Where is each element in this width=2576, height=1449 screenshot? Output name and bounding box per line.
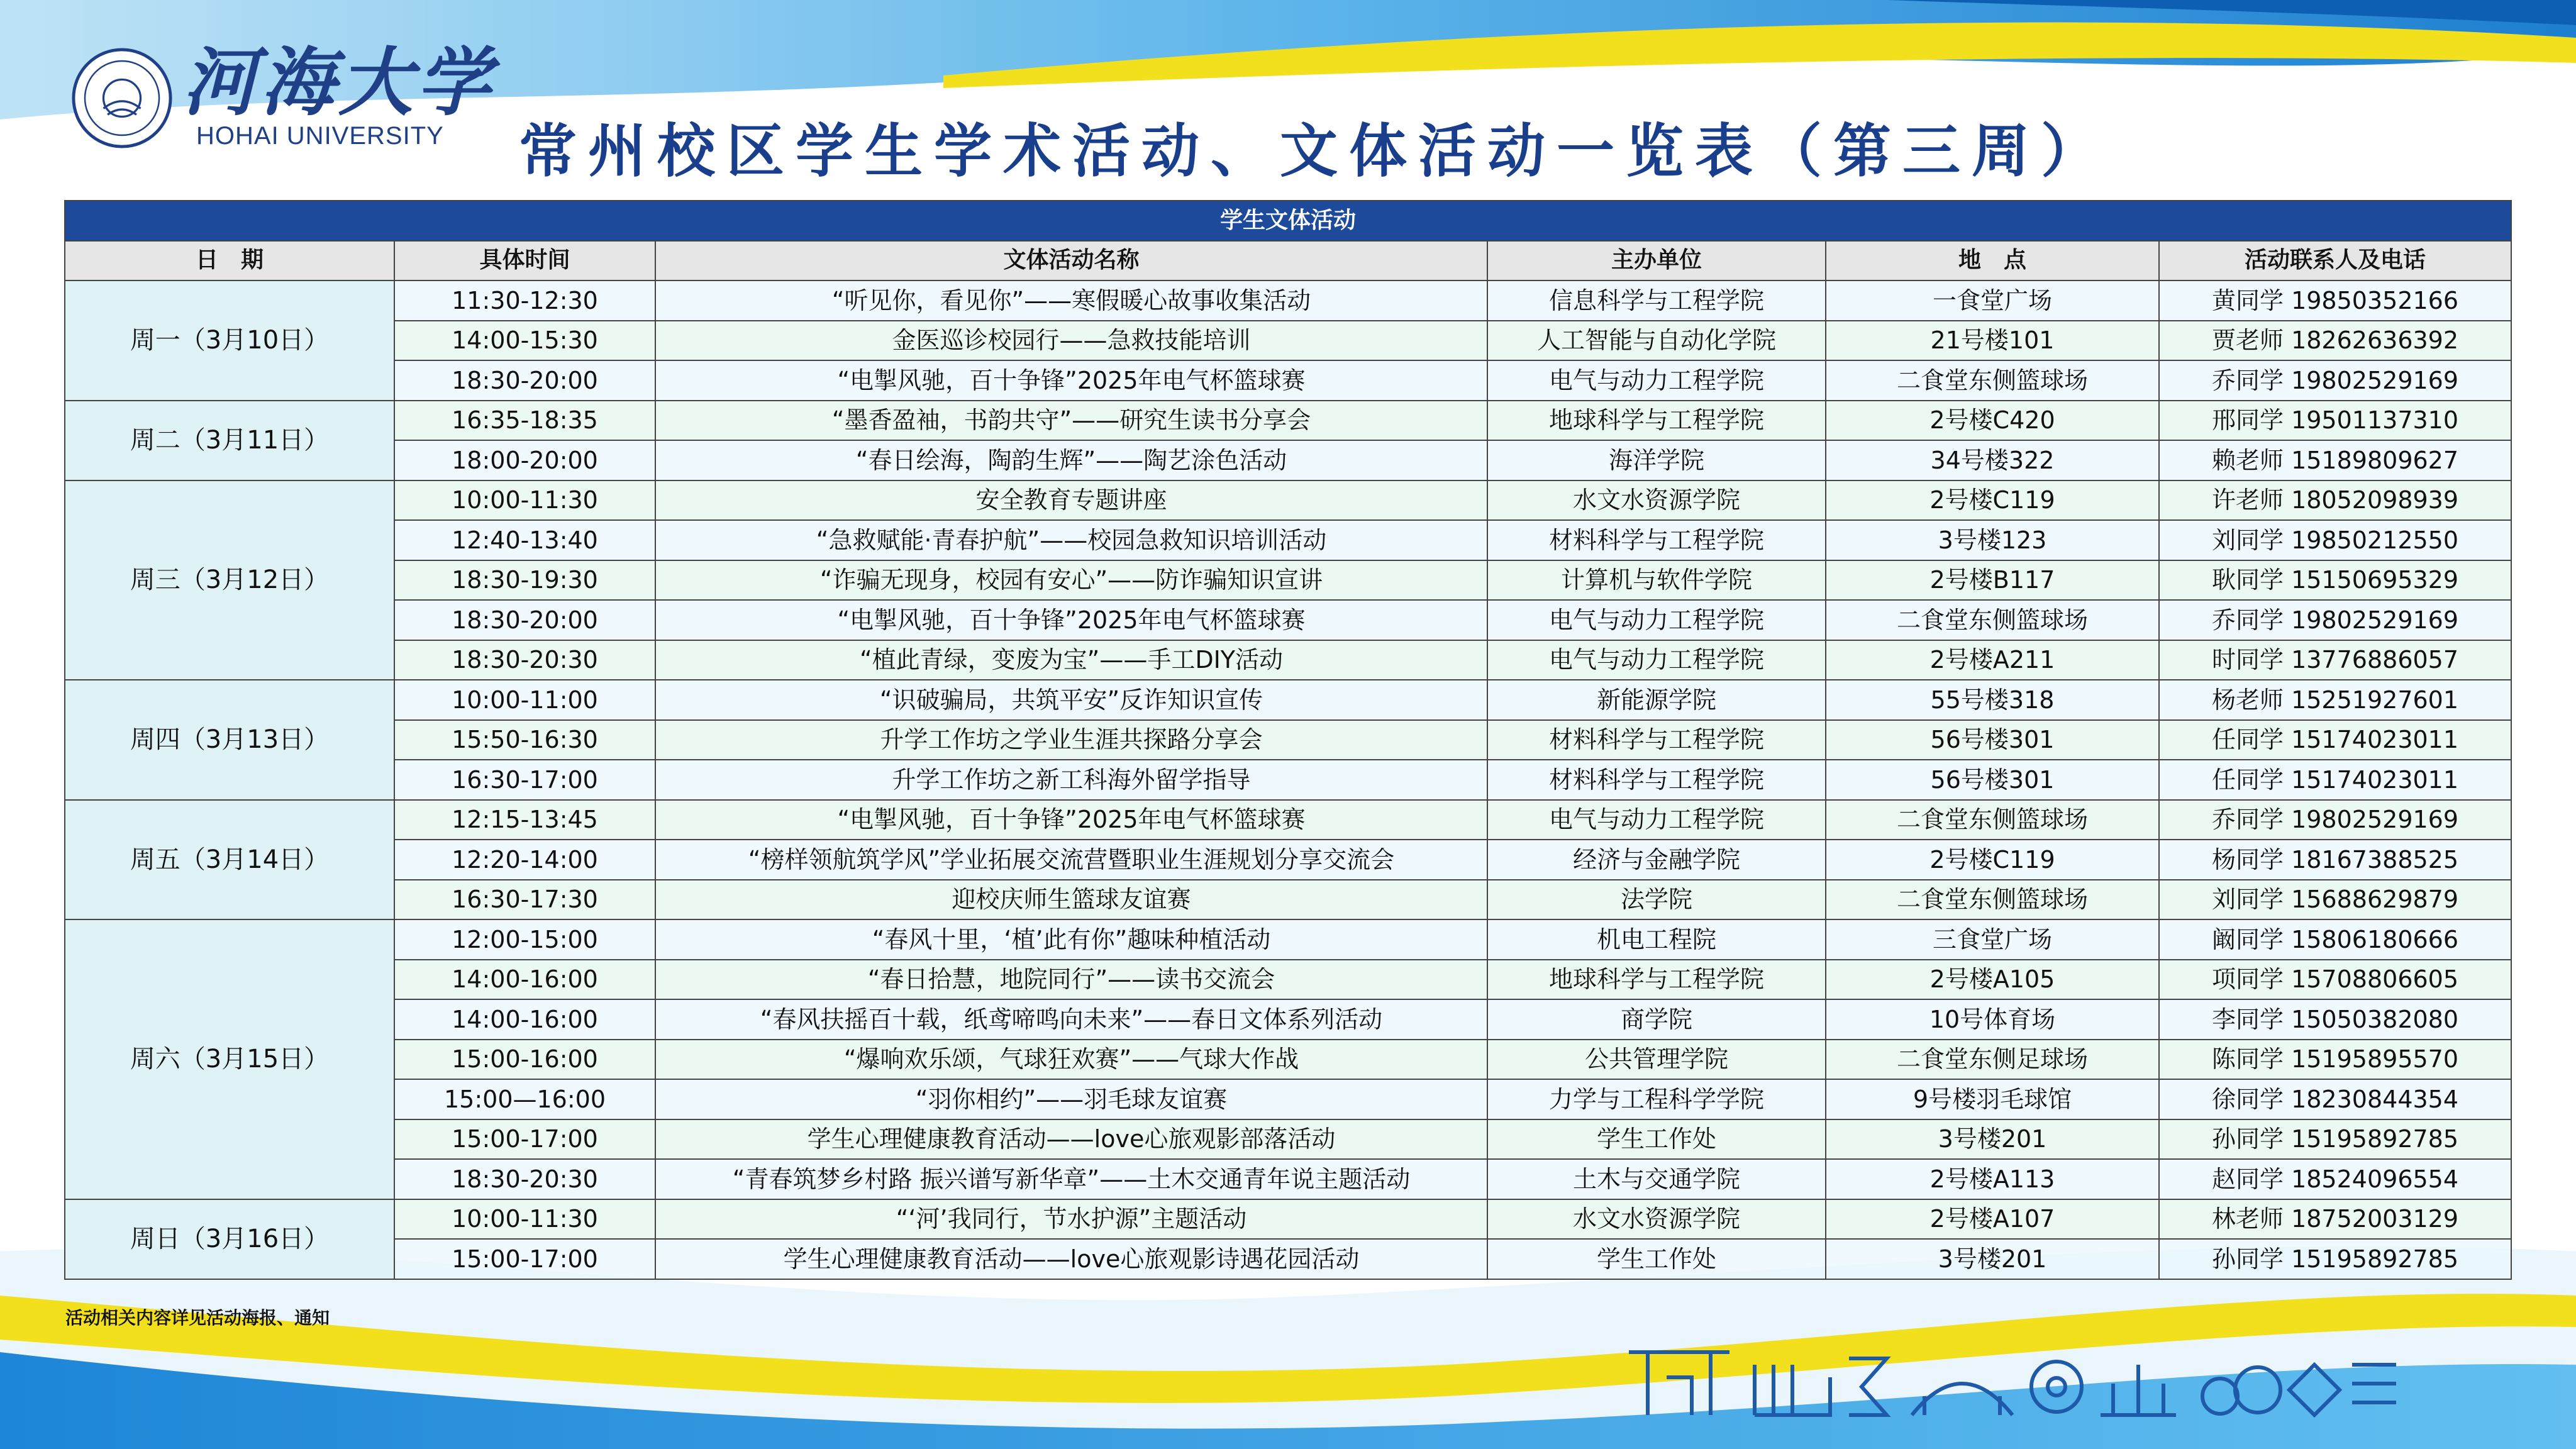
activity-cell: “春风十里，‘植’此有你”趣味种植活动 — [655, 919, 1487, 960]
location-cell: 9号楼羽毛球馆 — [1826, 1079, 2159, 1119]
time-cell: 18:30-20:00 — [394, 360, 655, 401]
time-cell: 18:30-20:30 — [394, 640, 655, 680]
activity-cell: “植此青绿，变废为宝”——手工DIY活动 — [655, 640, 1487, 680]
organizer-cell: 电气与动力工程学院 — [1487, 360, 1826, 401]
contact-cell: 耿同学 15150695329 — [2159, 560, 2511, 601]
contact-cell: 阚同学 15806180666 — [2159, 919, 2511, 960]
contact-cell: 孙同学 15195892785 — [2159, 1119, 2511, 1160]
contact-cell: 林老师 18752003129 — [2159, 1199, 2511, 1240]
contact-cell: 乔同学 19802529169 — [2159, 800, 2511, 840]
location-cell: 56号楼301 — [1826, 760, 2159, 800]
location-cell: 10号体育场 — [1826, 999, 2159, 1040]
header-time: 具体时间 — [394, 241, 655, 281]
time-cell: 12:40-13:40 — [394, 520, 655, 560]
location-cell: 2号楼A211 — [1826, 640, 2159, 680]
contact-cell: 贾老师 18262636392 — [2159, 321, 2511, 361]
location-cell: 2号楼A107 — [1826, 1199, 2159, 1240]
activity-cell: “羽你相约”——羽毛球友谊赛 — [655, 1079, 1487, 1119]
activity-cell: 迎校庆师生篮球友谊赛 — [655, 880, 1487, 920]
organizer-cell: 海洋学院 — [1487, 440, 1826, 480]
contact-cell: 乔同学 19802529169 — [2159, 360, 2511, 401]
table-row — [65, 840, 2511, 880]
location-cell: 2号楼B117 — [1826, 560, 2159, 601]
location-cell: 二食堂东侧篮球场 — [1826, 360, 2159, 401]
time-cell: 10:00-11:00 — [394, 680, 655, 720]
organizer-cell: 学生工作处 — [1487, 1239, 1826, 1279]
hohai-logo — [70, 38, 495, 155]
day-cell: 周三（3月12日） — [65, 480, 394, 680]
location-cell: 二食堂东侧篮球场 — [1826, 800, 2159, 840]
contact-cell: 孙同学 15195892785 — [2159, 1239, 2511, 1279]
contact-cell: 杨老师 15251927601 — [2159, 680, 2511, 720]
time-cell: 15:00-16:00 — [394, 1040, 655, 1080]
contact-cell: 时同学 13776886057 — [2159, 640, 2511, 680]
activity-cell: “爆响欢乐颂，气球狂欢赛”——气球大作战 — [655, 1040, 1487, 1080]
day-cell: 周六（3月15日） — [65, 919, 394, 1199]
activity-cell: “电掣风驰，百十争锋”2025年电气杯篮球赛 — [655, 360, 1487, 401]
header-organizer: 主办单位 — [1487, 241, 1826, 281]
activity-cell: “春风扶摇百十载，纸鸢啼鸣向未来”——春日文体系列活动 — [655, 999, 1487, 1040]
time-cell: 11:30-12:30 — [394, 280, 655, 321]
table-row — [65, 1199, 2511, 1240]
organizer-cell: 材料科学与工程学院 — [1487, 720, 1826, 760]
time-cell: 16:30-17:00 — [394, 760, 655, 800]
header-date: 日 期 — [65, 241, 394, 281]
table-row — [65, 321, 2511, 361]
time-cell: 15:00—16:00 — [394, 1079, 655, 1119]
contact-cell: 许老师 18052098939 — [2159, 480, 2511, 521]
activity-cell: “识破骗局，共筑平安”反诈知识宣传 — [655, 680, 1487, 720]
table-row — [65, 680, 2511, 720]
organizer-cell: 水文水资源学院 — [1487, 1199, 1826, 1240]
activity-cell: “电掣风驰，百十争锋”2025年电气杯篮球赛 — [655, 600, 1487, 640]
time-cell: 10:00-11:30 — [394, 480, 655, 521]
table-row — [65, 401, 2511, 441]
location-cell: 34号楼322 — [1826, 440, 2159, 480]
contact-cell: 杨同学 18167388525 — [2159, 840, 2511, 880]
time-cell: 18:00-20:00 — [394, 440, 655, 480]
time-cell: 12:20-14:00 — [394, 840, 655, 880]
contact-cell: 邢同学 19501137310 — [2159, 401, 2511, 441]
footnote: 活动相关内容详见活动海报、通知 — [65, 1307, 330, 1328]
table-row — [65, 800, 2511, 840]
day-cell: 周五（3月14日） — [65, 800, 394, 920]
location-cell: 二食堂东侧篮球场 — [1826, 880, 2159, 920]
location-cell: 2号楼C119 — [1826, 840, 2159, 880]
organizer-cell: 法学院 — [1487, 880, 1826, 920]
location-cell: 一食堂广场 — [1826, 280, 2159, 321]
organizer-cell: 地球科学与工程学院 — [1487, 401, 1826, 441]
organizer-cell: 电气与动力工程学院 — [1487, 600, 1826, 640]
time-cell: 15:00-17:00 — [394, 1119, 655, 1160]
organizer-cell: 机电工程院 — [1487, 919, 1826, 960]
time-cell: 18:30-20:00 — [394, 600, 655, 640]
location-cell: 3号楼201 — [1826, 1239, 2159, 1279]
organizer-cell: 电气与动力工程学院 — [1487, 640, 1826, 680]
location-cell: 3号楼123 — [1826, 520, 2159, 560]
day-cell: 周一（3月10日） — [65, 280, 394, 401]
header-activity: 文体活动名称 — [655, 241, 1487, 281]
organizer-cell: 经济与金融学院 — [1487, 840, 1826, 880]
time-cell: 12:00-15:00 — [394, 919, 655, 960]
activity-table — [64, 200, 2512, 1280]
time-cell: 15:50-16:30 — [394, 720, 655, 760]
activity-cell: 安全教育专题讲座 — [655, 480, 1487, 521]
contact-cell: 乔同学 19802529169 — [2159, 600, 2511, 640]
table-row — [65, 640, 2511, 680]
organizer-cell: 力学与工程科学学院 — [1487, 1079, 1826, 1119]
contact-cell: 陈同学 15195895570 — [2159, 1040, 2511, 1080]
activity-cell: “墨香盈袖，书韵共守”——研究生读书分享会 — [655, 401, 1487, 441]
organizer-cell: 公共管理学院 — [1487, 1040, 1826, 1080]
table-row — [65, 480, 2511, 521]
section-title: 学生文体活动 — [65, 201, 2511, 241]
table-row — [65, 1119, 2511, 1160]
organizer-cell: 地球科学与工程学院 — [1487, 960, 1826, 1000]
activity-cell: “榜样领航筑学风”学业拓展交流营暨职业生涯规划分享交流会 — [655, 840, 1487, 880]
header-contact: 活动联系人及电话 — [2159, 241, 2511, 281]
activity-cell: “青春筑梦乡村路 振兴谱写新华章”——土木交通青年说主题活动 — [655, 1159, 1487, 1199]
time-cell: 18:30-20:30 — [394, 1159, 655, 1199]
time-cell: 16:35-18:35 — [394, 401, 655, 441]
organizer-cell: 信息科学与工程学院 — [1487, 280, 1826, 321]
activity-cell: “诈骗无现身，校园有安心”——防诈骗知识宣讲 — [655, 560, 1487, 601]
table-row — [65, 440, 2511, 480]
organizer-cell: 水文水资源学院 — [1487, 480, 1826, 521]
activity-cell: “春日拾慧，地院同行”——读书交流会 — [655, 960, 1487, 1000]
activity-cell: 升学工作坊之新工科海外留学指导 — [655, 760, 1487, 800]
location-cell: 三食堂广场 — [1826, 919, 2159, 960]
section-banner-row — [65, 201, 2511, 241]
location-cell: 2号楼C420 — [1826, 401, 2159, 441]
page-title: 常州校区学生学术活动、文体活动一览表（第三周） — [518, 118, 2110, 185]
location-cell: 55号楼318 — [1826, 680, 2159, 720]
contact-cell: 任同学 15174023011 — [2159, 760, 2511, 800]
location-cell: 二食堂东侧足球场 — [1826, 1040, 2159, 1080]
table-row — [65, 919, 2511, 960]
activity-cell: “电掣风驰，百十争锋”2025年电气杯篮球赛 — [655, 800, 1487, 840]
organizer-cell: 材料科学与工程学院 — [1487, 760, 1826, 800]
time-cell: 12:15-13:45 — [394, 800, 655, 840]
organizer-cell: 商学院 — [1487, 999, 1826, 1040]
table-row — [65, 280, 2511, 321]
table-row — [65, 1159, 2511, 1199]
organizer-cell: 材料科学与工程学院 — [1487, 520, 1826, 560]
organizer-cell: 人工智能与自动化学院 — [1487, 321, 1826, 361]
time-cell: 14:00-16:00 — [394, 960, 655, 1000]
time-cell: 16:30-17:30 — [394, 880, 655, 920]
location-cell: 21号楼101 — [1826, 321, 2159, 361]
location-cell: 2号楼A105 — [1826, 960, 2159, 1000]
table-row — [65, 1079, 2511, 1119]
contact-cell: 黄同学 19850352166 — [2159, 280, 2511, 321]
time-cell: 15:00-17:00 — [394, 1239, 655, 1279]
table-row — [65, 560, 2511, 601]
table-header-row — [65, 241, 2511, 281]
contact-cell: 任同学 15174023011 — [2159, 720, 2511, 760]
activity-cell: 学生心理健康教育活动——love心旅观影部落活动 — [655, 1119, 1487, 1160]
organizer-cell: 计算机与软件学院 — [1487, 560, 1826, 601]
time-cell: 14:00-15:30 — [394, 321, 655, 361]
organizer-cell: 新能源学院 — [1487, 680, 1826, 720]
contact-cell: 李同学 15050382080 — [2159, 999, 2511, 1040]
table-row — [65, 1040, 2511, 1080]
table-row — [65, 1239, 2511, 1279]
logo-chinese-name: 河海大学 — [182, 38, 495, 126]
day-cell: 周二（3月11日） — [65, 401, 394, 480]
location-cell: 2号楼C119 — [1826, 480, 2159, 521]
table-row — [65, 960, 2511, 1000]
contact-cell: 项同学 15708806605 — [2159, 960, 2511, 1000]
table-row — [65, 360, 2511, 401]
time-cell: 18:30-19:30 — [394, 560, 655, 601]
header-location: 地 点 — [1826, 241, 2159, 281]
activity-cell: “‘河’我同行，节水护源”主题活动 — [655, 1199, 1487, 1240]
table-row — [65, 600, 2511, 640]
organizer-cell: 学生工作处 — [1487, 1119, 1826, 1160]
location-cell: 二食堂东侧篮球场 — [1826, 600, 2159, 640]
table-row — [65, 720, 2511, 760]
organizer-cell: 电气与动力工程学院 — [1487, 800, 1826, 840]
contact-cell: 刘同学 19850212550 — [2159, 520, 2511, 560]
contact-cell: 徐同学 18230844354 — [2159, 1079, 2511, 1119]
organizer-cell: 土木与交通学院 — [1487, 1159, 1826, 1199]
hohai-seal-icon — [70, 47, 174, 150]
location-cell: 3号楼201 — [1826, 1119, 2159, 1160]
day-cell: 周日（3月16日） — [65, 1199, 394, 1279]
time-cell: 10:00-11:30 — [394, 1199, 655, 1240]
contact-cell: 赖老师 15189809627 — [2159, 440, 2511, 480]
location-cell: 2号楼A113 — [1826, 1159, 2159, 1199]
table-row — [65, 520, 2511, 560]
location-cell: 56号楼301 — [1826, 720, 2159, 760]
table-row — [65, 880, 2511, 920]
activity-cell: “春日绘海，陶韵生辉”——陶艺涂色活动 — [655, 440, 1487, 480]
table-row — [65, 760, 2511, 800]
activity-cell: 学生心理健康教育活动——love心旅观影诗遇花园活动 — [655, 1239, 1487, 1279]
activity-cell: “急救赋能·青春护航”——校园急救知识培训活动 — [655, 520, 1487, 560]
table-row — [65, 999, 2511, 1040]
day-cell: 周四（3月13日） — [65, 680, 394, 800]
time-cell: 14:00-16:00 — [394, 999, 655, 1040]
contact-cell: 赵同学 18524096554 — [2159, 1159, 2511, 1199]
activity-cell: “听见你，看见你”——寒假暖心故事收集活动 — [655, 280, 1487, 321]
activity-cell: 金医巡诊校园行——急救技能培训 — [655, 321, 1487, 361]
campus-skyline-icon — [1623, 1340, 2402, 1421]
logo-english-name: HOHAI UNIVERSITY — [196, 122, 444, 150]
contact-cell: 刘同学 15688629879 — [2159, 880, 2511, 920]
activity-cell: 升学工作坊之学业生涯共探路分享会 — [655, 720, 1487, 760]
